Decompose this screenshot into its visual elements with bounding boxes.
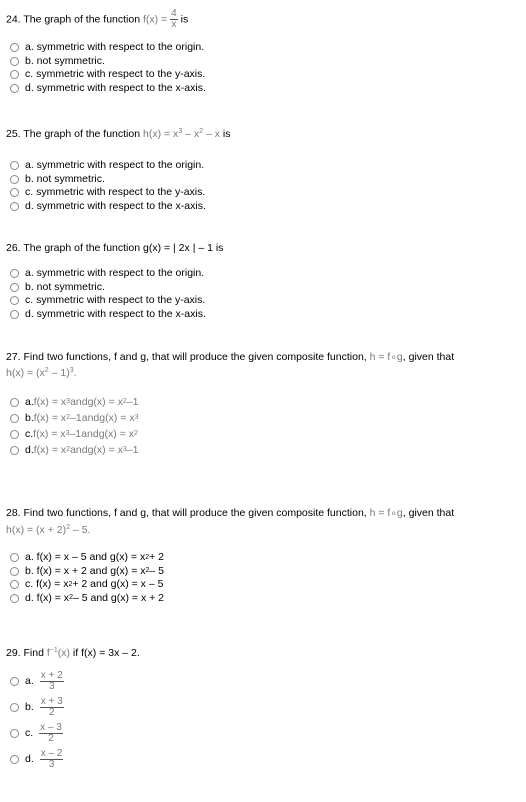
radio-button[interactable] <box>10 414 19 423</box>
question-26 <box>6 242 520 321</box>
radio-button[interactable] <box>10 755 19 764</box>
radio-button[interactable] <box>10 161 19 170</box>
question-27-prompt: 27. Find two functions, f and g, that will produce the given composite function, h = f∘g, given that <box>6 351 455 363</box>
option-d[interactable]: d. $\frac{x - 2}{3}$ <box>10 746 520 772</box>
fraction: $\frac{x + 3}{2}$ <box>40 695 63 718</box>
question-27 <box>6 351 520 458</box>
radio-button[interactable] <box>10 43 19 52</box>
option-a[interactable]: a. symmetric with respect to the origin. <box>10 267 520 281</box>
fraction: $\frac{x - 2}{3}$ <box>40 747 63 770</box>
option-c[interactable]: c. f(x) = x 3 –1 and g(x) = x 2 <box>10 426 520 442</box>
option-d[interactable]: d. f(x) = x 2 and g(x) = x 3 –1 <box>10 442 520 458</box>
radio-button[interactable] <box>10 269 19 278</box>
option-b[interactable]: b. not symmetric. <box>10 173 520 187</box>
question-28 <box>6 507 520 605</box>
radio-button[interactable] <box>10 296 19 305</box>
radio-button[interactable] <box>10 553 19 562</box>
radio-button[interactable] <box>10 446 19 455</box>
question-27-given: $h(x) = (x^2 - 1)^3$. <box>6 367 77 379</box>
radio-button[interactable] <box>10 175 19 184</box>
radio-button[interactable] <box>10 84 19 93</box>
option-b[interactable]: b. f(x) = x 2 –1 and g(x) = x 3 <box>10 410 520 426</box>
radio-button[interactable] <box>10 188 19 197</box>
option-d[interactable]: d. symmetric with respect to the x-axis. <box>10 308 520 322</box>
option-b[interactable]: b. f(x) = x + 2 and g(x) = x 2 – 5 <box>10 565 520 579</box>
radio-button[interactable] <box>10 430 19 439</box>
question-25-prompt: 25. The graph of the function $h(x) = x^3 - x^2 - x$ is <box>6 128 231 140</box>
option-a[interactable]: a. $\frac{x + 2}{3}$ <box>10 668 520 694</box>
fraction: $\frac{x - 3}{2}$ <box>40 721 62 744</box>
question-24-prompt: 24. The graph of the function f(x) = $\frac{4}{x}$ is <box>6 8 189 30</box>
option-b[interactable]: b. $\frac{x + 3}{2}$ <box>10 694 520 720</box>
fraction: $\frac{4}{x}$ <box>171 8 177 30</box>
option-a[interactable]: a. symmetric with respect to the origin. <box>10 41 520 55</box>
radio-button[interactable] <box>10 677 19 686</box>
question-24 <box>6 9 520 95</box>
option-b[interactable]: b. not symmetric. <box>10 281 520 295</box>
radio-button[interactable] <box>10 202 19 211</box>
question-29 <box>6 647 520 772</box>
question-28-given: $h(x) = (x + 2)^2 - 5$. <box>6 524 91 536</box>
question-25 <box>6 128 520 213</box>
radio-button[interactable] <box>10 729 19 738</box>
question-29-prompt: 29. Find $f^{-1}(x)$ if f(x) = 3x – 2. <box>6 647 140 659</box>
option-c[interactable]: c. symmetric with respect to the y-axis. <box>10 294 520 308</box>
fraction: $\frac{x + 2}{3}$ <box>40 669 63 692</box>
radio-button[interactable] <box>10 310 19 319</box>
option-c[interactable]: c. $\frac{x - 3}{2}$ <box>10 720 520 746</box>
radio-button[interactable] <box>10 57 19 66</box>
option-d[interactable]: d. symmetric with respect to the x-axis. <box>10 82 520 96</box>
option-c[interactable]: c. symmetric with respect to the y-axis. <box>10 186 520 200</box>
question-26-prompt: 26. The graph of the function g(x) = | 2x | – 1 is <box>6 242 224 254</box>
option-c[interactable]: c. f(x) = x 2 + 2 and g(x) = x – 5 <box>10 578 520 592</box>
option-d[interactable]: d. f(x) = x 2 – 5 and g(x) = x + 2 <box>10 592 520 606</box>
question-28-prompt: 28. Find two functions, f and g, that will produce the given composite function, h = f∘g, given that <box>6 507 455 519</box>
radio-button[interactable] <box>10 703 19 712</box>
option-a[interactable]: a. f(x) = x 3 and g(x) = x 2 –1 <box>10 394 520 410</box>
radio-button[interactable] <box>10 70 19 79</box>
option-d[interactable]: d. symmetric with respect to the x-axis. <box>10 200 520 214</box>
option-a[interactable]: a. symmetric with respect to the origin. <box>10 159 520 173</box>
option-c[interactable]: c. symmetric with respect to the y-axis. <box>10 68 520 82</box>
option-b[interactable]: b. not symmetric. <box>10 55 520 69</box>
radio-button[interactable] <box>10 398 19 407</box>
radio-button[interactable] <box>10 283 19 292</box>
radio-button[interactable] <box>10 567 19 576</box>
radio-button[interactable] <box>10 594 19 603</box>
option-a[interactable]: a. f(x) = x – 5 and g(x) = x 2 + 2 <box>10 551 520 565</box>
radio-button[interactable] <box>10 580 19 589</box>
